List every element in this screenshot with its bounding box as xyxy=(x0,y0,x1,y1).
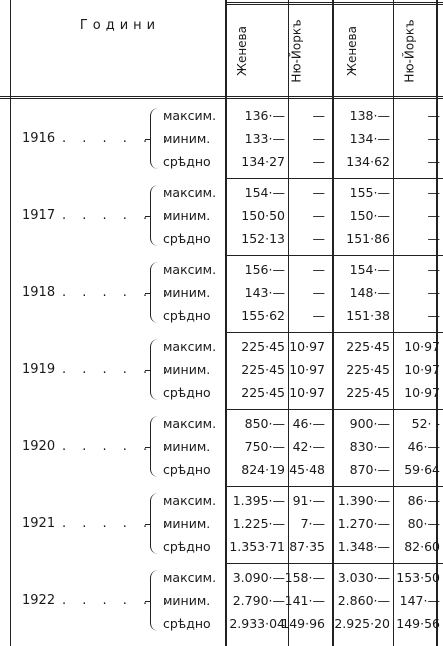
table-cell: 830·— xyxy=(349,439,390,454)
year-label: 1921 xyxy=(22,516,56,531)
table-cell: 2.790·— xyxy=(232,593,285,608)
row-label: срѣдно xyxy=(163,539,211,554)
table-cell: 134·— xyxy=(349,131,390,146)
column-header-new-york-2: Ню-Йоркъ xyxy=(403,19,417,83)
block-separator xyxy=(225,409,443,410)
table-cell: — xyxy=(427,231,440,246)
year-label: 1919 xyxy=(22,362,56,377)
table-cell: 156·— xyxy=(244,262,285,277)
table-cell: 870·— xyxy=(349,462,390,477)
leader-dots: . . . . . . xyxy=(62,593,174,608)
row-brace xyxy=(150,262,159,323)
row-label: миним. xyxy=(163,516,211,531)
table-cell: 900·— xyxy=(349,416,390,431)
header-rule xyxy=(0,96,443,99)
year-label: 1918 xyxy=(22,285,56,300)
table-cell: 154·— xyxy=(349,262,390,277)
table-cell: 153·50 xyxy=(396,570,440,585)
column-header-new-york-1: Ню-Йоркъ xyxy=(290,19,304,83)
table-cell: — xyxy=(427,208,440,223)
table-cell: 91·— xyxy=(292,493,325,508)
row-brace xyxy=(150,570,159,631)
table-cell: 2.860·— xyxy=(337,593,390,608)
table-cell: — xyxy=(312,308,325,323)
table-cell: 10·97 xyxy=(404,339,440,354)
table-cell: — xyxy=(312,231,325,246)
column-header-geneva-1: Женева xyxy=(235,26,249,76)
table-cell: 46·— xyxy=(407,439,440,454)
year-label: 1917 xyxy=(22,208,56,223)
table-cell: 1.348·— xyxy=(337,539,390,554)
table-cell: 143·— xyxy=(244,285,285,300)
table-cell: — xyxy=(312,285,325,300)
block-separator xyxy=(225,486,443,487)
row-label: миним. xyxy=(163,593,211,608)
table-cell: 82·60 xyxy=(404,539,440,554)
table-cell: 151·86 xyxy=(346,231,390,246)
row-label: срѣдно xyxy=(163,462,211,477)
table-cell: 158·— xyxy=(284,570,325,585)
row-brace xyxy=(150,185,159,246)
table-cell: 7·— xyxy=(300,516,325,531)
block-separator xyxy=(225,178,443,179)
row-label: срѣдно xyxy=(163,385,211,400)
row-label: максим. xyxy=(163,570,217,585)
row-brace xyxy=(150,108,159,169)
table-cell: 151·38 xyxy=(346,308,390,323)
table-cell: 136·— xyxy=(244,108,285,123)
row-label: максим. xyxy=(163,185,217,200)
year-label: 1920 xyxy=(22,439,56,454)
year-label: 1922 xyxy=(22,593,56,608)
year-label: 1916 xyxy=(22,131,56,146)
table-cell: 10·97 xyxy=(404,362,440,377)
table-cell: 154·— xyxy=(244,185,285,200)
table-cell: — xyxy=(427,308,440,323)
table-cell: 52· - xyxy=(411,416,440,431)
row-label: срѣдно xyxy=(163,231,211,246)
leader-dots: . . . . . . xyxy=(62,208,174,223)
table-cell: 138·— xyxy=(349,108,390,123)
table-cell: — xyxy=(427,285,440,300)
column-header-geneva-2: Женева xyxy=(345,26,359,76)
table-cell: 59·64 xyxy=(404,462,440,477)
leader-dots: . . . . . . xyxy=(62,439,174,454)
table-cell: — xyxy=(312,208,325,223)
table-cell: 86·— xyxy=(407,493,440,508)
leader-dots: . . . . . . xyxy=(62,362,174,377)
table-cell: — xyxy=(312,108,325,123)
table-cell: — xyxy=(427,185,440,200)
table-cell: — xyxy=(312,262,325,277)
row-label: максим. xyxy=(163,108,217,123)
table-cell: 80·— xyxy=(407,516,440,531)
table-cell: 87·35 xyxy=(289,539,325,554)
table-cell: 1.353·71 xyxy=(229,539,285,554)
table-cell: 134·27 xyxy=(241,154,285,169)
header-rule-top xyxy=(225,2,443,5)
table-cell: 225·45 xyxy=(241,385,285,400)
block-separator xyxy=(225,563,443,564)
table-cell: 1.390·— xyxy=(337,493,390,508)
table-cell: 225·45 xyxy=(241,362,285,377)
table-cell: 225·45 xyxy=(241,339,285,354)
table-cell: 141·— xyxy=(284,593,325,608)
table-cell: — xyxy=(427,154,440,169)
block-separator xyxy=(225,255,443,256)
table-cell: 3.090·— xyxy=(232,570,285,585)
row-label: максим. xyxy=(163,262,217,277)
row-label: миним. xyxy=(163,362,211,377)
row-label: максим. xyxy=(163,493,217,508)
table-cell: 850·— xyxy=(244,416,285,431)
leader-dots: . . . . . . xyxy=(62,285,174,300)
table-cell: 1.270·— xyxy=(337,516,390,531)
table-cell: 824·19 xyxy=(241,462,285,477)
table-cell: 150·50 xyxy=(241,208,285,223)
table-cell: 152·13 xyxy=(241,231,285,246)
table-cell: — xyxy=(312,185,325,200)
table-cell: 2.925·20 xyxy=(334,616,390,631)
table-cell: 2.933·04 xyxy=(229,616,285,631)
table-cell: 148·— xyxy=(349,285,390,300)
table-cell: 1.395·— xyxy=(232,493,285,508)
table-cell: 225·45 xyxy=(346,362,390,377)
table-cell: 225·45 xyxy=(346,385,390,400)
row-label: миним. xyxy=(163,285,211,300)
table-cell: 133·— xyxy=(244,131,285,146)
row-label: срѣдно xyxy=(163,308,211,323)
table-cell: 45·48 xyxy=(289,462,325,477)
table-cell: 225·45 xyxy=(346,339,390,354)
table-cell: 750·— xyxy=(244,439,285,454)
table-cell: — xyxy=(312,131,325,146)
row-brace xyxy=(150,416,159,477)
table-cell: 149·56 xyxy=(396,616,440,631)
header-title: Години xyxy=(79,18,161,33)
table-cell: 46·— xyxy=(292,416,325,431)
row-label: максим. xyxy=(163,339,217,354)
block-separator xyxy=(225,332,443,333)
row-label: максим. xyxy=(163,416,217,431)
table-cell: 150·— xyxy=(349,208,390,223)
row-label: срѣдно xyxy=(163,616,211,631)
table-cell: 155·— xyxy=(349,185,390,200)
table-cell: 10·97 xyxy=(289,339,325,354)
table-cell: 147·— xyxy=(399,593,440,608)
table-cell: — xyxy=(427,131,440,146)
row-brace xyxy=(150,339,159,400)
table-cell: 10·97 xyxy=(289,362,325,377)
table-cell: 134·62 xyxy=(346,154,390,169)
table-cell: 1.225·— xyxy=(232,516,285,531)
table-cell: 10·97 xyxy=(289,385,325,400)
row-label: срѣдно xyxy=(163,154,211,169)
row-label: миним. xyxy=(163,439,211,454)
table-cell: 10·97 xyxy=(404,385,440,400)
table-cell: 149·96 xyxy=(281,616,325,631)
row-brace xyxy=(150,493,159,554)
row-label: миним. xyxy=(163,131,211,146)
row-label: миним. xyxy=(163,208,211,223)
table-cell: 155·62 xyxy=(241,308,285,323)
table-cell: 3.030·— xyxy=(337,570,390,585)
table-cell: — xyxy=(312,154,325,169)
table-cell: — xyxy=(427,108,440,123)
table-cell: 42·— xyxy=(292,439,325,454)
leader-dots: . . . . . . xyxy=(62,516,174,531)
table-cell: — xyxy=(427,262,440,277)
leader-dots: . . . . . . xyxy=(62,131,174,146)
